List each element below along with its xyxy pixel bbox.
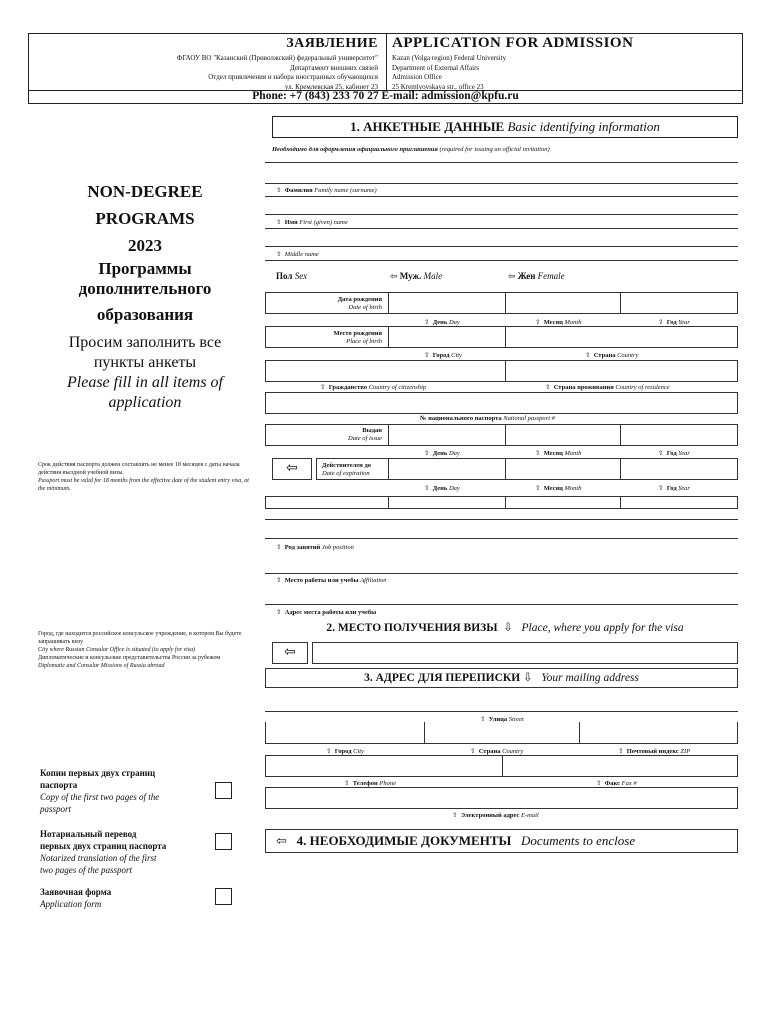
- sex-label: [276, 271, 307, 281]
- validity-en: Passport must be valid for 18 months from the effective date of the student entry visa, at the minimum.: [38, 478, 249, 492]
- issued-ru: Выдан: [362, 427, 382, 434]
- name-field[interactable]: [265, 228, 738, 229]
- zip-en: ZIP: [680, 748, 691, 755]
- pob-label: [300, 330, 382, 346]
- job-en: Job position: [321, 544, 354, 551]
- year-ru: Год: [666, 319, 677, 326]
- year-label: ⇧ Год Year: [658, 319, 690, 326]
- dob-year-input[interactable]: [620, 292, 738, 314]
- section-1-header: [272, 116, 738, 138]
- doc-item-application-form: [40, 886, 111, 910]
- residence-input[interactable]: [505, 360, 738, 382]
- section-3-header: 3. АДРЕС ДЛЯ ПЕРЕПИСКИ ⇩ Your mailing address: [265, 668, 738, 688]
- doc-en: passport: [40, 804, 72, 814]
- section-3-title-ru: 3. АДРЕС ДЛЯ ПЕРЕПИСКИ: [364, 672, 521, 684]
- application-form-checkbox[interactable]: [215, 888, 232, 905]
- section-2-header: 2. МЕСТО ПОЛУЧЕНИЯ ВИЗЫ ⇩ Place, where you apply for the visa: [326, 622, 684, 634]
- citizenship-label: ⇧ Гражданство Country of citizenship: [320, 384, 427, 391]
- citizenship-input[interactable]: [265, 360, 505, 382]
- work-addr-ru: Адрес места работы или учебы: [284, 609, 377, 616]
- fax-input[interactable]: [502, 755, 738, 777]
- passport-label: [420, 415, 555, 422]
- citizenship-ru: Гражданство: [328, 384, 368, 391]
- expiry-label: [322, 462, 371, 478]
- issue-year-input[interactable]: [620, 424, 738, 446]
- year-label: ⇧ Год Year: [658, 485, 690, 492]
- doc-en: Application form: [40, 899, 102, 909]
- issue-day-input[interactable]: [388, 424, 505, 446]
- month-en: Month: [564, 485, 582, 492]
- program-title-line: 2023: [128, 236, 162, 255]
- dob-day-input[interactable]: [388, 292, 505, 314]
- city-en: City: [353, 748, 364, 755]
- separator: [265, 519, 738, 520]
- male-ru: Муж.: [399, 271, 422, 281]
- month-label: ⇧ Месяц Month: [535, 485, 582, 492]
- middle-en: Middle name: [284, 251, 319, 258]
- middle-field[interactable]: [265, 260, 738, 261]
- surname-ru: Фамилия: [284, 187, 313, 194]
- doc-item-notarized-translation: [40, 828, 166, 876]
- surname-en: Family name (surname): [314, 187, 377, 194]
- residence-ru: Страна проживания: [553, 384, 614, 391]
- street-label: ⇧ Улица Street: [480, 716, 524, 723]
- fax-en: Fax #: [621, 780, 637, 787]
- title-en: APPLICATION FOR ADMISSION: [392, 35, 634, 51]
- day-label: ⇧ День Day: [424, 485, 460, 492]
- section-1-title-en: Basic identifying information: [507, 119, 660, 134]
- month-ru: Месяц: [543, 319, 563, 326]
- left-arrow-icon: ⇦: [276, 833, 287, 848]
- zip-label: ⇧ Почтовый индекс ZIP: [618, 748, 691, 755]
- fax-ru: Факс: [604, 780, 621, 787]
- org-en-line: 25 Kremlyovskaya str., office 23: [392, 82, 484, 91]
- program-title-line: PROGRAMS: [95, 209, 195, 228]
- dob-en: Date of birth: [348, 304, 382, 311]
- missions-ru: Дипломатические и консульские представительства России за рубежом: [38, 655, 221, 661]
- male-option[interactable]: ⇦ Муж. Male: [390, 271, 443, 281]
- doc-ru: паспорта: [40, 780, 78, 790]
- program-ru-line: Программы: [98, 259, 192, 278]
- year-ru: Год: [666, 450, 677, 457]
- left-arrow-icon: ⇦: [272, 458, 312, 480]
- pob-country-input[interactable]: [505, 326, 738, 348]
- year-en: Year: [678, 319, 690, 326]
- surname-line[interactable]: [265, 183, 738, 184]
- validity-ru: Срок действия паспорта должен составлять не менее 18 месяцев с даты начала действия въездной учебной визы.: [38, 462, 240, 476]
- instructions: [40, 333, 250, 413]
- email-ru: Электронный адрес: [460, 812, 520, 819]
- work-address-label: ⇧ Адрес места работы или учебы: [276, 609, 377, 616]
- org-en: [392, 54, 506, 92]
- doc-en: Notarized translation of the first: [40, 853, 157, 863]
- city-ru: Город: [334, 748, 352, 755]
- passport-en: National passport #: [503, 415, 555, 422]
- section-1-title-ru: 1. АНКЕТНЫЕ ДАННЫЕ: [350, 119, 505, 134]
- issue-month-input[interactable]: [505, 424, 620, 446]
- city-en: City: [451, 352, 462, 359]
- affiliation-field[interactable]: [265, 573, 738, 574]
- program-title-ru: [40, 259, 250, 325]
- dob-label: [300, 296, 382, 312]
- section-3-title-en: Your mailing address: [541, 672, 639, 684]
- citizenship-en: Country of citizenship: [368, 384, 427, 391]
- blank-row[interactable]: [265, 496, 738, 509]
- instr-ru-line: Просим заполнить все: [68, 334, 222, 351]
- notarized-translation-checkbox[interactable]: [215, 833, 232, 850]
- org-en-line: Kazan (Volga region) Federal University: [392, 54, 507, 62]
- street-field[interactable]: [265, 711, 738, 712]
- job-field[interactable]: [265, 538, 738, 539]
- expiry-day-input[interactable]: [388, 458, 505, 480]
- visa-place-input[interactable]: [312, 642, 738, 664]
- program-ru-line: дополнительного: [78, 279, 212, 298]
- issue-label: [300, 427, 382, 443]
- name-ru: Имя: [284, 219, 298, 226]
- section-1-note: [272, 146, 550, 153]
- female-en: Female: [537, 271, 565, 281]
- mail-country-input[interactable]: [424, 722, 579, 744]
- email-label: ⇧ Электронный адрес E-mail: [452, 812, 539, 819]
- doc-ru: Копии первых двух страниц: [40, 768, 156, 778]
- street-en: Street: [508, 716, 524, 723]
- consulate-en: City where Russian Consular Office is situated (to apply for visa): [38, 647, 196, 653]
- org-en-line: Department of External Affairs: [392, 63, 480, 72]
- title-ru: ЗАЯВЛЕНИЕ: [286, 36, 378, 51]
- residence-label: ⇧ Страна проживания Country of residence: [545, 384, 670, 391]
- org-ru-line: Департамент внешних связей: [289, 63, 378, 72]
- org-ru-line: ФГАОУ ВО "Казанский (Приволжский) федеральный университет": [176, 54, 378, 62]
- day-en: Day: [448, 319, 460, 326]
- day-ru: День: [432, 450, 448, 457]
- program-title: [40, 178, 250, 259]
- zip-input[interactable]: [579, 722, 738, 744]
- pob-en: Place of birth: [346, 338, 382, 345]
- issued-en: Date of issue: [348, 435, 382, 442]
- email-input[interactable]: [265, 787, 738, 809]
- pob-ru: Место рождения: [333, 330, 382, 337]
- header-divider: [386, 34, 387, 90]
- section-4-header: [265, 829, 738, 853]
- day-en: Day: [448, 485, 460, 492]
- day-ru: День: [432, 319, 448, 326]
- sex-en: Sex: [294, 271, 308, 281]
- city-label: ⇧ Город City: [326, 748, 364, 755]
- job-label: ⇧ Род занятий Job position: [276, 544, 354, 551]
- consulate-ru: Город, где находится российское консульское учреждение, в котором Вы будете запрашивать визу: [38, 631, 242, 645]
- missions-en: Diplomatic and Consular Missions of Russia abroad: [38, 663, 165, 669]
- org-ru-line: Отдел привлечения и набора иностранных обучающихся: [208, 73, 378, 81]
- country-label: ⇧ Страна Country: [585, 352, 639, 359]
- country-ru: Страна: [593, 352, 616, 359]
- consulate-note: [38, 630, 258, 670]
- month-label: ⇧ Месяц Month: [535, 450, 582, 457]
- passport-validity-note: [38, 461, 256, 493]
- org-en-line: Admission Office: [392, 73, 442, 81]
- dob-ru: Дата рождения: [337, 296, 382, 303]
- expiry-en: Date of expiration: [322, 470, 370, 477]
- header-box: [28, 33, 743, 91]
- affiliation-label: ⇧ Место работы или учебы Affiliation: [276, 577, 387, 584]
- section-2-title-en: Place, where you apply for the visa: [521, 622, 684, 634]
- middle-line[interactable]: [265, 246, 738, 247]
- email-en: E-mail: [521, 812, 539, 819]
- doc-ru: Нотариальный перевод: [40, 829, 137, 839]
- surname-label: ⇧ Фамилия Family name (surname): [276, 187, 377, 194]
- phone-label: ⇧ Телефон Phone: [344, 780, 397, 787]
- year-label: ⇧ Год Year: [658, 450, 690, 457]
- name-en: First (given) name: [299, 219, 348, 226]
- country-en: Country: [502, 748, 524, 755]
- instr-ru-line: пункты анкеты: [93, 354, 197, 371]
- program-ru-line: образования: [96, 305, 194, 324]
- name-line[interactable]: [265, 214, 738, 215]
- org-ru: [177, 54, 378, 92]
- male-en: Male: [423, 271, 443, 281]
- dob-month-input[interactable]: [505, 292, 620, 314]
- mail-city-input[interactable]: [265, 722, 424, 744]
- doc-ru: Заявочная форма: [40, 887, 112, 897]
- year-en: Year: [678, 485, 690, 492]
- work-address-field[interactable]: [265, 604, 738, 605]
- passport-number-input[interactable]: [265, 392, 738, 414]
- org-ru-line: ул. Кремлевская 25, кабинет 23: [284, 82, 378, 91]
- country-en: Country: [617, 352, 639, 359]
- month-ru: Месяц: [543, 450, 563, 457]
- phone-en: Phone: [379, 780, 397, 787]
- expiry-month-input[interactable]: [505, 458, 620, 480]
- country-ru: Страна: [478, 748, 501, 755]
- expiry-year-input[interactable]: [620, 458, 738, 480]
- contact-line: Phone: +7 (843) 233 70 27 E-mail: admission@kpfu.ru: [28, 89, 743, 104]
- name-label: ⇧ Имя First (given) name: [276, 219, 348, 226]
- day-label: ⇧ День Day: [424, 450, 460, 457]
- month-label: ⇧ Месяц Month: [535, 319, 582, 326]
- note-ru: Необходимо для оформления официального приглашения: [272, 146, 438, 153]
- affil-en: Affiliation: [360, 577, 387, 584]
- cell-divider: [388, 496, 389, 509]
- section-4-title-ru: 4. НЕОБХОДИМЫЕ ДОКУМЕНТЫ: [296, 833, 512, 848]
- sex-ru: Пол: [276, 271, 293, 281]
- day-en: Day: [448, 450, 460, 457]
- phone-input[interactable]: [265, 755, 502, 777]
- year-en: Year: [678, 450, 690, 457]
- doc-ru: первых двух страниц паспорта: [40, 841, 167, 851]
- note-line[interactable]: [265, 162, 738, 163]
- surname-field[interactable]: [265, 196, 738, 197]
- female-ru: Жен: [517, 271, 536, 281]
- residence-en: Country of residence: [615, 384, 670, 391]
- cell-divider: [620, 496, 621, 509]
- year-ru: Год: [666, 485, 677, 492]
- city-label: ⇧ Город City: [424, 352, 462, 359]
- doc-en: two pages of the passport: [40, 865, 133, 875]
- city-ru: Город: [432, 352, 450, 359]
- instr-en-line: application: [108, 394, 182, 411]
- passport-ru: № национального паспорта: [420, 415, 502, 422]
- month-ru: Месяц: [543, 485, 563, 492]
- doc-en: Copy of the first two pages of the: [40, 792, 160, 802]
- doc-item-passport-copy: [40, 767, 159, 815]
- female-option[interactable]: ⇦ Жен Female: [508, 271, 565, 281]
- expiry-ru: Действителен до: [322, 462, 372, 469]
- country-label: ⇧ Страна Country: [470, 748, 524, 755]
- section-2-title-ru: 2. МЕСТО ПОЛУЧЕНИЯ ВИЗЫ: [326, 622, 498, 634]
- pob-city-input[interactable]: [388, 326, 505, 348]
- left-arrow-icon: ⇦: [272, 642, 308, 664]
- section-4-title-en: Documents to enclose: [521, 833, 636, 848]
- street-ru: Улица: [488, 716, 508, 723]
- month-en: Month: [564, 319, 582, 326]
- note-en: (required for issuing an official invitation): [439, 146, 550, 153]
- zip-ru: Почтовый индекс: [626, 748, 679, 755]
- month-en: Month: [564, 450, 582, 457]
- fax-label: ⇧ Факс Fax #: [596, 780, 637, 787]
- day-ru: День: [432, 485, 448, 492]
- phone-ru: Телефон: [352, 780, 378, 787]
- middle-label: ⇧ Middle name: [276, 251, 319, 258]
- job-ru: Род занятий: [284, 544, 321, 551]
- instr-en-line: Please fill in all items of: [67, 374, 223, 391]
- day-label: ⇧ День Day: [424, 319, 460, 326]
- passport-copy-checkbox[interactable]: [215, 782, 232, 799]
- program-title-line: NON-DEGREE: [87, 182, 203, 201]
- cell-divider: [505, 496, 506, 509]
- affil-ru: Место работы или учебы: [284, 577, 359, 584]
